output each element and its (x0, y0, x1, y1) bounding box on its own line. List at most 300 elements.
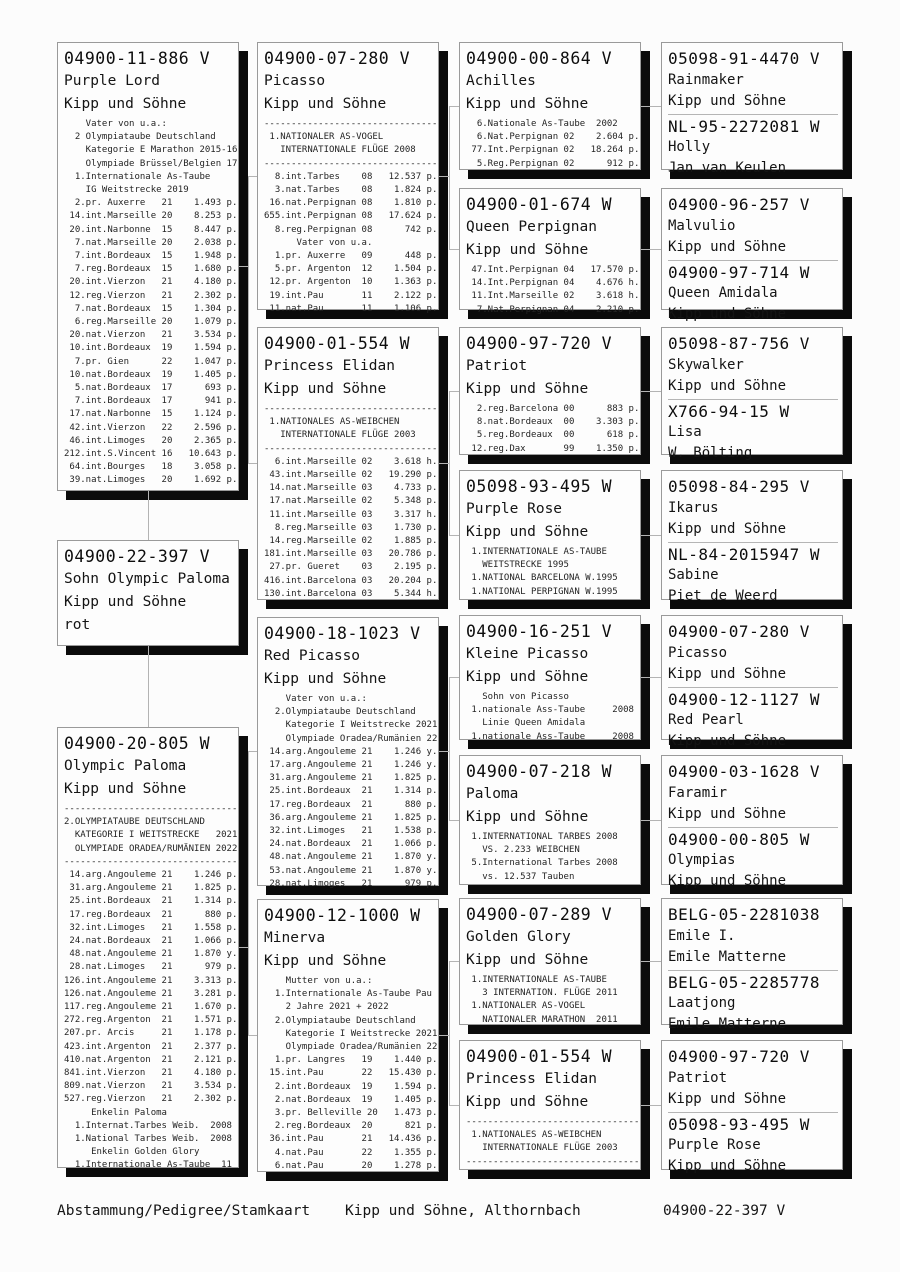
pedigree-box (661, 188, 843, 322)
result-line: 117.reg.Angouleme 21 1.670 p. (64, 1002, 238, 1013)
pedigree-box (257, 42, 439, 314)
footer-ring-number: 04900-22-397 V (663, 1203, 786, 1219)
connector-line (239, 266, 248, 267)
result-line: 4.nat.Pau 22 1.355 p. (264, 1147, 438, 1158)
bird-name: Holly (668, 139, 711, 155)
owner-name: Jan van Keulen (668, 160, 787, 176)
ring-number: 04900-18-1023 V (264, 624, 421, 643)
result-line: 1.pr. Langres 19 1.440 p. (264, 1055, 438, 1066)
result-line: 14.nat.Marseille 03 4.733 p. (264, 483, 438, 494)
bird-name: Minerva (264, 930, 326, 946)
result-line: 3.nat.Tarbes 08 1.824 p. (264, 185, 438, 196)
result-line: 1.INTERNATIONALE AS-TAUBE (466, 547, 607, 557)
results-list (466, 974, 636, 1027)
result-line: 1.INTERNATIONAL TARBES 2008 (466, 832, 618, 842)
result-line: 8.nat.Bordeaux 00 3.303 p. (466, 417, 640, 428)
ring-number: 04900-20-805 W (64, 734, 211, 753)
result-line: 17.reg.Bordeaux 21 880 p. (64, 909, 238, 920)
result-line: 14.arg.Angouleme 21 1.246 y. (264, 746, 438, 757)
result-line: 14.reg.Marseille 02 1.885 p. (264, 536, 438, 547)
ring-number: 04900-03-1628 V (668, 762, 820, 781)
ring-number: 05098-91-4470 V (668, 49, 820, 68)
bird-name: Red Picasso (264, 648, 361, 664)
result-line: 12.reg.Dax 99 1.350 p. (466, 443, 640, 454)
pedigree-box (459, 1040, 641, 1170)
result-line: 11.int.Marseille 03 3.317 h. (264, 509, 438, 520)
bird-name: Malvulio (668, 217, 736, 234)
owner-name: Kipp und Söhne (668, 805, 787, 822)
result-line: 416.int.Barcelona 03 20.204 p. (264, 575, 438, 586)
pedigree-box (459, 42, 641, 170)
bird-name: Paloma (466, 786, 519, 802)
ring-number: BELG-05-2281038 (668, 905, 820, 924)
result-line: 42.int.Vierzon 22 2.596 p. (64, 422, 238, 433)
connector-line (449, 391, 450, 535)
connector-line (248, 1035, 257, 1036)
result-line: 8.int.Tarbes 08 12.537 p. (264, 171, 438, 182)
result-line: 6.reg.Marseille 20 1.079 p. (64, 317, 238, 328)
result-line: OLYMPIADE ORADEA/RUMÄNIEN 2022 (64, 843, 238, 854)
result-line: 47.Int.Perpignan 04 17.570 p. (466, 265, 640, 275)
bird-entry (668, 970, 838, 1038)
result-line: 2.reg.Barcelona 00 883 p. (466, 404, 640, 414)
result-line: 1.National Tarbes Weib. 2008 (64, 1134, 232, 1145)
result-line: 126.nat.Angouleme 21 3.281 p. (64, 988, 238, 999)
result-line: -------------------------------- (264, 443, 438, 454)
owner-name: Kipp und Söhne (264, 381, 387, 397)
result-line: 64.int.Bourges 18 3.058 p. (64, 462, 238, 473)
pedigree-box (459, 188, 641, 315)
result-line: 11.nat.Pau 11 1.106 p. (264, 303, 438, 314)
pedigree-box (257, 617, 439, 889)
owner-name: Kipp und Söhne (668, 520, 787, 537)
bird-name: Purple Lord (64, 73, 161, 89)
result-line: 3.pr. Belleville 20 1.473 p. (264, 1108, 438, 1119)
ring-number: 04900-11-886 V (64, 49, 211, 68)
connector-line (449, 1105, 459, 1106)
result-line: Kategorie I Weitstrecke 2021 (264, 1028, 438, 1039)
connector-line (148, 646, 149, 727)
ring-number: BELG-05-2285778 (668, 972, 820, 992)
owner-name: Kipp und Söhne (64, 594, 187, 610)
connector-line (439, 1035, 449, 1036)
bird-entry (668, 542, 838, 610)
result-line: INTERNATIONALE FLÜGE 2003 (264, 430, 416, 441)
ring-number: 04900-96-257 V (668, 195, 810, 214)
pedigree-box (57, 540, 239, 646)
result-line: 11.Int.Marseille 02 3.618 h. (466, 291, 640, 302)
owner-name: Emile Matterne (668, 1016, 787, 1032)
results-list (64, 803, 238, 1173)
result-line: VS. 2.233 WEIBCHEN (466, 845, 580, 856)
bird-name: Purple Rose (668, 1137, 761, 1153)
owner-name: Kipp und Söhne (264, 671, 387, 687)
result-line: Kategorie E Marathon 2015-16 (64, 145, 238, 156)
connector-line (248, 176, 249, 463)
owner-name: Piet de Weerd (668, 588, 778, 604)
bird-name: Rainmaker (668, 71, 744, 88)
ring-number: 05098-93-495 W (668, 1114, 810, 1134)
pedigree-box (257, 327, 439, 600)
result-line: 1.nationale Ass-Taube 2008 (466, 705, 634, 716)
result-line: 5.nat.Bordeaux 17 693 p. (64, 383, 238, 394)
connector-line (449, 677, 450, 820)
result-line: 25.int.Bordeaux 21 1.314 p. (64, 896, 238, 907)
bird-name: Sabine (668, 567, 719, 583)
result-line: 809.nat.Vierzon 21 3.534 p. (64, 1081, 238, 1092)
ring-number: 04900-07-289 V (466, 905, 613, 924)
result-line: 25.int.Bordeaux 21 1.314 p. (264, 786, 438, 797)
result-line: 5.Reg.Perpignan 02 912 p. (466, 158, 640, 169)
ring-number: 04900-97-720 V (668, 1047, 810, 1066)
result-line: 1.Internationale As-Taube Pau (264, 989, 432, 1000)
result-line: 2.OLYMPIATAUBE DEUTSCHLAND (64, 817, 205, 828)
result-line: INTERNATIONALE FLÜGE 2008 (264, 145, 416, 156)
bird-entry (668, 114, 838, 182)
result-line: 7.nat.Marseille 20 2.038 p. (64, 237, 238, 248)
owner-name: Kipp und Söhne (668, 92, 787, 109)
result-line: 6.Nationale As-Taube 2002 (466, 119, 618, 129)
connector-line (248, 751, 257, 752)
result-line: 410.nat.Argenton 21 2.121 p. (64, 1054, 238, 1065)
result-line: 17.reg.Bordeaux 21 880 p. (264, 799, 438, 810)
result-line: 15.int.Pau 22 15.430 p. (264, 1068, 438, 1079)
owner-name: Kipp und Söhne (466, 381, 589, 397)
ring-number: 04900-01-554 W (466, 1047, 613, 1066)
result-line: Kategorie I Weitstrecke 2021 (264, 720, 438, 731)
ring-number: 04900-07-218 W (466, 762, 613, 781)
footer-breeder: Kipp und Söhne, Althornbach (345, 1203, 581, 1219)
result-line: 7.nat.Bordeaux 15 1.304 p. (64, 303, 238, 314)
page-footer (0, 1203, 900, 1225)
bird-name: Patriot (668, 1069, 728, 1086)
result-line: 2.nat.Bordeaux 19 1.405 p. (264, 1094, 438, 1105)
result-line: 1.Internationale As-Taube 11 (64, 1160, 232, 1171)
pedigree-box (459, 615, 641, 740)
bird-name: Laatjong (668, 995, 736, 1011)
ring-number: 04900-12-1000 W (264, 906, 421, 925)
pedigree-box (459, 755, 641, 885)
pedigree-box (661, 898, 843, 1032)
result-line: 1.Internationale As-Taube (64, 171, 211, 182)
owner-name: Kipp und Söhne (466, 809, 589, 825)
result-line: -------------------------------- (64, 804, 238, 814)
result-line: 6.int.Marseille 02 3.618 h. (264, 456, 438, 467)
connector-line (449, 106, 450, 249)
result-line: Olympiade Oradea/Rumänien 22 (264, 733, 438, 744)
result-line: 12.reg.Vierzon 21 2.302 p. (64, 290, 238, 301)
pedigree-box (661, 1040, 843, 1174)
ring-number: 05098-87-756 V (668, 334, 810, 353)
result-line: 423.int.Argenton 21 2.377 p. (64, 1041, 238, 1052)
bird-name: Olympias (668, 852, 736, 868)
bird-entry (668, 1045, 838, 1112)
result-line: 7.int.Bordeaux 17 941 p. (64, 396, 238, 407)
ring-number: 04900-97-720 V (466, 334, 613, 353)
result-line: Vater von u.a.: (64, 119, 167, 129)
result-line: 19.int.Pau 11 2.122 p. (264, 290, 438, 301)
results-list (264, 975, 438, 1173)
result-line: 527.reg.Vierzon 21 2.302 p. (64, 1094, 238, 1105)
connector-line (449, 820, 459, 821)
results-list (466, 1116, 640, 1169)
result-line: -------------------------------- (264, 119, 438, 129)
result-line: 6.Nat.Perpignan 02 2.604 p. (466, 132, 640, 143)
result-line: IG Weitstrecke 2019 (64, 185, 189, 196)
bird-name: Picasso (264, 73, 326, 89)
result-line: Vater von u.a.: (264, 694, 367, 704)
connector-line (239, 947, 248, 948)
result-line: 14.Int.Perpignan 04 4.676 h. (466, 278, 640, 289)
result-line: 5.International Tarbes 2008 (466, 858, 618, 869)
owner-name: Kipp und Söhne (668, 306, 787, 322)
result-line: 53.nat.Angouleme 21 1.870 y. (264, 865, 438, 876)
result-line: Enkelin Golden Glory (64, 1147, 200, 1158)
owner-name: Kipp und Söhne (466, 669, 589, 685)
connector-line (641, 677, 661, 678)
result-line: 43.int.Marseille 02 19.290 p. (264, 470, 438, 481)
connector-line (449, 677, 459, 678)
result-line: 20.int.Vierzon 21 4.180 p. (64, 277, 238, 288)
result-line: 841.int.Vierzon 21 4.180 p. (64, 1068, 238, 1079)
connector-line (449, 249, 459, 250)
result-line: 24.nat.Bordeaux 21 1.066 p. (64, 936, 238, 947)
bird-name: Sohn Olympic Paloma (64, 571, 230, 587)
result-line: 17.arg.Angouleme 21 1.246 y. (264, 760, 438, 771)
result-line: 20.int.Narbonne 15 8.447 p. (64, 224, 238, 235)
owner-name: Kipp und Söhne (668, 1090, 787, 1107)
result-line: 17.nat.Narbonne 15 1.124 p. (64, 409, 238, 420)
ring-number: 04900-12-1127 W (668, 689, 820, 709)
owner-name: Kipp und Söhne (64, 96, 187, 112)
result-line: 3 INTERNATION. FLÜGE 2011 (466, 988, 618, 999)
results-list (264, 118, 438, 316)
result-line: 36.arg.Angouleme 21 1.825 p. (264, 812, 438, 823)
result-line: 2.reg.Bordeaux 20 821 p. (264, 1121, 438, 1132)
connector-line (439, 751, 449, 752)
bird-name: Red Pearl (668, 712, 744, 728)
result-line: 1.INTERNATIONALE AS-TAUBE (466, 975, 607, 985)
ring-number: 04900-22-397 V (64, 547, 211, 566)
owner-name: Kipp und Söhne (466, 1094, 589, 1110)
bird-name: Kleine Picasso (466, 646, 589, 662)
result-line: 181.int.Marseille 03 20.786 p. (264, 549, 438, 560)
connector-line (449, 961, 459, 962)
result-line: Enkelin Paloma (64, 1107, 167, 1118)
result-line: 31.arg.Angouleme 21 1.825 p. (264, 773, 438, 784)
ring-number: 05098-93-495 W (466, 477, 613, 496)
result-line: 28.nat.Limoges 21 979 p. (64, 962, 238, 973)
result-line: NATIONALER MARATHON 2011 (466, 1014, 618, 1025)
connector-line (439, 176, 449, 177)
bird-name: Golden Glory (466, 929, 571, 945)
bird-name: Princess Elidan (264, 358, 395, 374)
result-line: 12.pr. Argenton 10 1.363 p. (264, 277, 438, 288)
connector-line (641, 391, 661, 392)
result-line: 2.pr. Auxerre 21 1.493 p. (64, 198, 238, 209)
ring-number: 05098-84-295 V (668, 477, 810, 496)
result-line: 5.reg.Bordeaux 00 618 p. (466, 430, 640, 441)
bird-name: Olympic Paloma (64, 758, 187, 774)
pedigree-box (57, 727, 239, 1171)
color-note: rot (64, 617, 91, 633)
result-line: -------------------------------- (264, 404, 438, 414)
pedigree-box (661, 42, 843, 176)
ring-number: NL-95-2272081 W (668, 116, 820, 136)
result-line: 2.Olympiataube Deutschland (264, 1015, 416, 1026)
result-line: 7.int.Bordeaux 15 1.948 p. (64, 251, 238, 262)
bird-entry (668, 827, 838, 895)
result-line: 8.reg.Marseille 03 1.730 p. (264, 522, 438, 533)
result-line: 272.reg.Argenton 21 1.571 p. (64, 1015, 238, 1026)
pedigree-box (459, 898, 641, 1025)
result-line: 1.NATIONALES AS-WEIBCHEN (466, 1130, 602, 1141)
ring-number: 04900-00-864 V (466, 49, 613, 68)
results-list (466, 264, 640, 317)
connector-line (449, 961, 450, 1105)
ring-number: 04900-07-280 V (264, 49, 411, 68)
owner-name: Kipp und Söhne (466, 242, 589, 258)
result-line: 31.arg.Angouleme 21 1.825 p. (64, 883, 238, 894)
result-line: 2.int.Bordeaux 19 1.594 p. (264, 1081, 438, 1092)
results-list (466, 403, 640, 456)
result-line: 28.nat.Limoges 21 979 p. (264, 878, 438, 889)
result-line: 24.nat.Bordeaux 21 1.066 p. (264, 839, 438, 850)
result-line: KATEGORIE I WEITSTRECKE 2021 (64, 830, 238, 841)
bird-name: Purple Rose (466, 501, 563, 517)
ring-number: 04900-16-251 V (466, 622, 613, 641)
result-line: -------------------------------- (64, 856, 238, 867)
owner-name: Kipp und Söhne (466, 96, 589, 112)
pedigree-box (661, 327, 843, 461)
footer-title: Abstammung/Pedigree/Stamkaart (57, 1203, 311, 1219)
bird-name: Emile I. (668, 927, 736, 944)
result-line: 17.nat.Marseille 02 5.348 p. (264, 496, 438, 507)
result-line: -------------------------------- (264, 158, 438, 169)
bird-name: Skywalker (668, 356, 744, 373)
ring-number: 04900-00-805 W (668, 829, 810, 849)
result-line: WEITSTRECKE 1995 (466, 560, 569, 571)
result-line: 14.arg.Angouleme 21 1.246 p. (64, 870, 238, 881)
owner-name: Kipp und Söhne (466, 952, 589, 968)
result-line: 1.NATIONALES AS-WEIBCHEN (264, 417, 400, 428)
result-line: Sohn von Picasso (466, 692, 569, 702)
owner-name: Kipp und Söhne (668, 873, 787, 889)
owner-name: Kipp und Söhne (64, 781, 187, 797)
connector-line (641, 535, 661, 536)
owner-name: Emile Matterne (668, 948, 787, 965)
result-line: INTERNATIONALE FLÜGE 2003 (466, 1143, 618, 1154)
result-line: 207.pr. Arcis 21 1.178 p. (64, 1028, 238, 1039)
bird-entry (668, 903, 838, 970)
bird-name: Queen Perpignan (466, 219, 597, 235)
owner-name: Kipp und Söhne (264, 953, 387, 969)
bird-name: Patriot (466, 358, 528, 374)
connector-line (641, 820, 661, 821)
owner-name: Kipp und Söhne (668, 238, 787, 255)
result-line: 77.Int.Perpignan 02 18.264 p. (466, 145, 640, 156)
result-line: 212.int.S.Vincent 16 10.643 p. (64, 449, 238, 460)
pedigree-box (661, 615, 843, 749)
result-line: 32.int.Limoges 21 1.558 p. (64, 922, 238, 933)
pedigree-box (257, 899, 439, 1172)
owner-name: Kipp und Söhne (668, 733, 787, 749)
result-line: 1.nationale Ass-Taube 2008 (466, 731, 634, 742)
ring-number: X766-94-15 W (668, 401, 790, 421)
connector-line (449, 535, 459, 536)
ring-number: 04900-01-554 W (264, 334, 411, 353)
bird-entry (668, 260, 838, 328)
bird-name: Faramir (668, 784, 728, 801)
result-line: Linie Queen Amidala (466, 718, 586, 729)
pedigree-box (459, 470, 641, 600)
owner-name: Kipp und Söhne (466, 524, 589, 540)
ring-number: NL-84-2015947 W (668, 544, 820, 564)
pedigree-box (459, 327, 641, 455)
result-line: 36.int.Pau 21 14.436 p. (264, 1134, 438, 1145)
result-line: -------------------------------- (466, 1156, 640, 1167)
result-line: 1.NATIONAL BARCELONA W.1995 (466, 573, 618, 584)
connector-line (248, 176, 257, 177)
connector-line (641, 961, 661, 962)
result-line: 1.NATIONALER AS-VOGEL (264, 132, 384, 143)
result-line: 32.int.Limoges 21 1.538 p. (264, 826, 438, 837)
result-line: 7.reg.Bordeaux 15 1.680 p. (64, 264, 238, 275)
result-line: 2 Jahre 2021 + 2022 (264, 1002, 389, 1013)
result-line: 10.nat.Bordeaux 19 1.405 p. (64, 369, 238, 380)
result-line: 48.nat.Angouleme 21 1.870 y. (64, 949, 238, 960)
owner-name: Kipp und Söhne (668, 377, 787, 394)
results-list (466, 831, 636, 884)
result-line: 7.pr. Gien 22 1.047 p. (64, 356, 238, 367)
result-line: 1.NATIONAL PERPIGNAN W.1995 (466, 586, 618, 597)
result-line: 2.Olympiataube Deutschland (264, 707, 416, 718)
bird-entry (668, 760, 838, 827)
connector-line (641, 106, 661, 107)
owner-name: Kipp und Söhne (264, 96, 387, 112)
connector-line (449, 106, 459, 107)
bird-name: Princess Elidan (466, 1071, 597, 1087)
result-line: 14.int.Marseille 20 8.253 p. (64, 211, 238, 222)
bird-entry (668, 475, 838, 542)
pedigree-box (661, 470, 843, 604)
results-list (466, 546, 636, 599)
connector-line (641, 249, 661, 250)
bird-name: Picasso (668, 644, 728, 661)
results-list (466, 118, 640, 171)
bird-entry (668, 399, 838, 467)
owner-name: W. Bölting (668, 445, 753, 461)
result-line: 10.int.Bordeaux 19 1.594 p. (64, 343, 238, 354)
owner-name: Kipp und Söhne (668, 665, 787, 682)
connector-line (248, 751, 249, 1035)
bird-name: Ikarus (668, 499, 719, 516)
results-list (264, 693, 438, 891)
connector-line (449, 391, 459, 392)
result-line: 1.Internat.Tarbes Weib. 2008 (64, 1120, 232, 1131)
bird-entry (668, 47, 838, 114)
result-line: 655.int.Perpignan 08 17.624 p. (264, 211, 438, 222)
connector-line (439, 463, 449, 464)
result-line: -------------------------------- (466, 1117, 640, 1127)
bird-name: Queen Amidala (668, 285, 778, 301)
ring-number: 04900-07-280 V (668, 622, 810, 641)
result-line: Mutter von u.a.: (264, 976, 373, 986)
result-line: 126.int.Angouleme 21 3.313 p. (64, 975, 238, 986)
result-line: Olympiade Brüssel/Belgien 17 (64, 158, 238, 169)
results-list (64, 118, 238, 488)
connector-line (248, 463, 257, 464)
